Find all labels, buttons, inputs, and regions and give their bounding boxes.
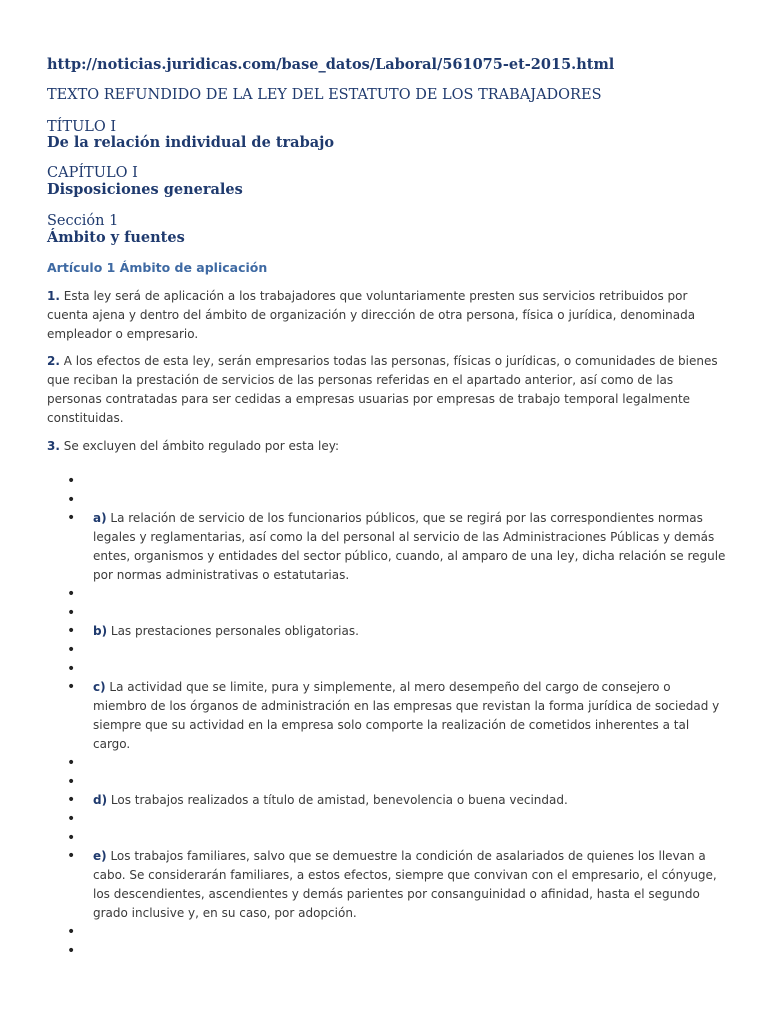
empty-bullet [67, 754, 727, 773]
list-item [67, 791, 727, 810]
paragraph-number: 2. [47, 354, 60, 368]
item-text: Los trabajos familiares, salvo que se demuestre la condición de asalariados de quienes los llevan a cabo. Se considerarán familiares, a estos efectos, siempre que convivan con el empresario, el cónyuge, los descendientes, ascendientes y demás parientes por consanguinidad o afinidad, hasta el segundo grado inclusive y, en su caso, por adopción. [93, 849, 717, 920]
empty-bullet [67, 660, 727, 679]
item-text: Los trabajos realizados a título de amistad, benevolencia o buena vecindad. [107, 793, 568, 807]
empty-bullet [67, 472, 727, 491]
paragraph-1 [47, 287, 727, 344]
capitulo-subheading: Disposiciones generales [47, 181, 243, 198]
item-text: Las prestaciones personales obligatorias. [107, 624, 359, 638]
article-title: Artículo 1 Ámbito de aplicación [47, 260, 268, 275]
titulo-heading: TÍTULO I [47, 119, 117, 135]
paragraph-3 [47, 437, 727, 456]
empty-bullet [67, 773, 727, 792]
empty-bullet [67, 604, 727, 623]
paragraph-number: 3. [47, 439, 60, 453]
empty-bullet [67, 942, 727, 961]
empty-bullet [67, 923, 727, 942]
item-label: b) [93, 624, 108, 638]
item-text: La relación de servicio de los funcionarios públicos, que se regirá por las correspondientes normas legales y reglamentarias, así como la del personal al servicio de las Administraciones Públicas y demás entes, organismos y entidades del sector público, cuando, al amparo de una ley, dicha relación se regule por normas administrativas o estatutarias. [93, 511, 726, 582]
empty-bullet [67, 810, 727, 829]
empty-bullet [67, 641, 727, 660]
paragraph-text: Esta ley será de aplicación a los trabajadores que voluntariamente presten sus servicios retribuidos por cuenta ajena y dentro del ámbito de organización y dirección de otra persona, física o jurídica, denominada empleador o empresario. [47, 289, 696, 341]
item-label: c) [93, 680, 106, 694]
seccion-heading: Sección 1 [47, 213, 119, 229]
titulo-subheading: De la relación individual de trabajo [47, 134, 335, 151]
item-text: La actividad que se limite, pura y simplemente, al mero desempeño del cargo de consejero o miembro de los órganos de administración en las empresas que revistan la forma jurídica de sociedad y siempre que su actividad en la empresa solo comporte la realización de cometidos inherentes a tal cargo. [93, 680, 720, 751]
item-label: e) [93, 849, 107, 863]
paragraph-text: A los efectos de esta ley, serán empresarios todas las personas, físicas o jurídicas, o comunidades de bienes que reciban la prestación de servicios de las personas referidas en el apartado anterior, así como de las personas contratadas para ser cedidas a empresas usuarias por empresas de trabajo temporal legalmente constituidas. [47, 354, 718, 425]
item-label: d) [93, 793, 108, 807]
paragraph-text: Se excluyen del ámbito regulado por esta ley: [59, 439, 339, 453]
list-item [67, 509, 727, 585]
item-label: a) [93, 511, 107, 525]
paragraph-2 [47, 352, 727, 428]
list-item [67, 622, 727, 641]
capitulo-heading: CAPÍTULO I [47, 165, 138, 181]
paragraph-number: 1. [47, 289, 60, 303]
empty-bullet [67, 491, 727, 510]
law-title: TEXTO REFUNDIDO DE LA LEY DEL ESTATUTO DE LOS TRABAJADORES [47, 87, 602, 103]
empty-bullet [67, 829, 727, 848]
list-item [67, 847, 727, 923]
exclusions-list [67, 472, 727, 960]
seccion-subheading: Ámbito y fuentes [47, 229, 185, 246]
source-url-link[interactable]: http://noticias.juridicas.com/base_datos/Laboral/561075-et-2015.html [47, 56, 615, 73]
empty-bullet [67, 585, 727, 604]
list-item [67, 678, 727, 754]
